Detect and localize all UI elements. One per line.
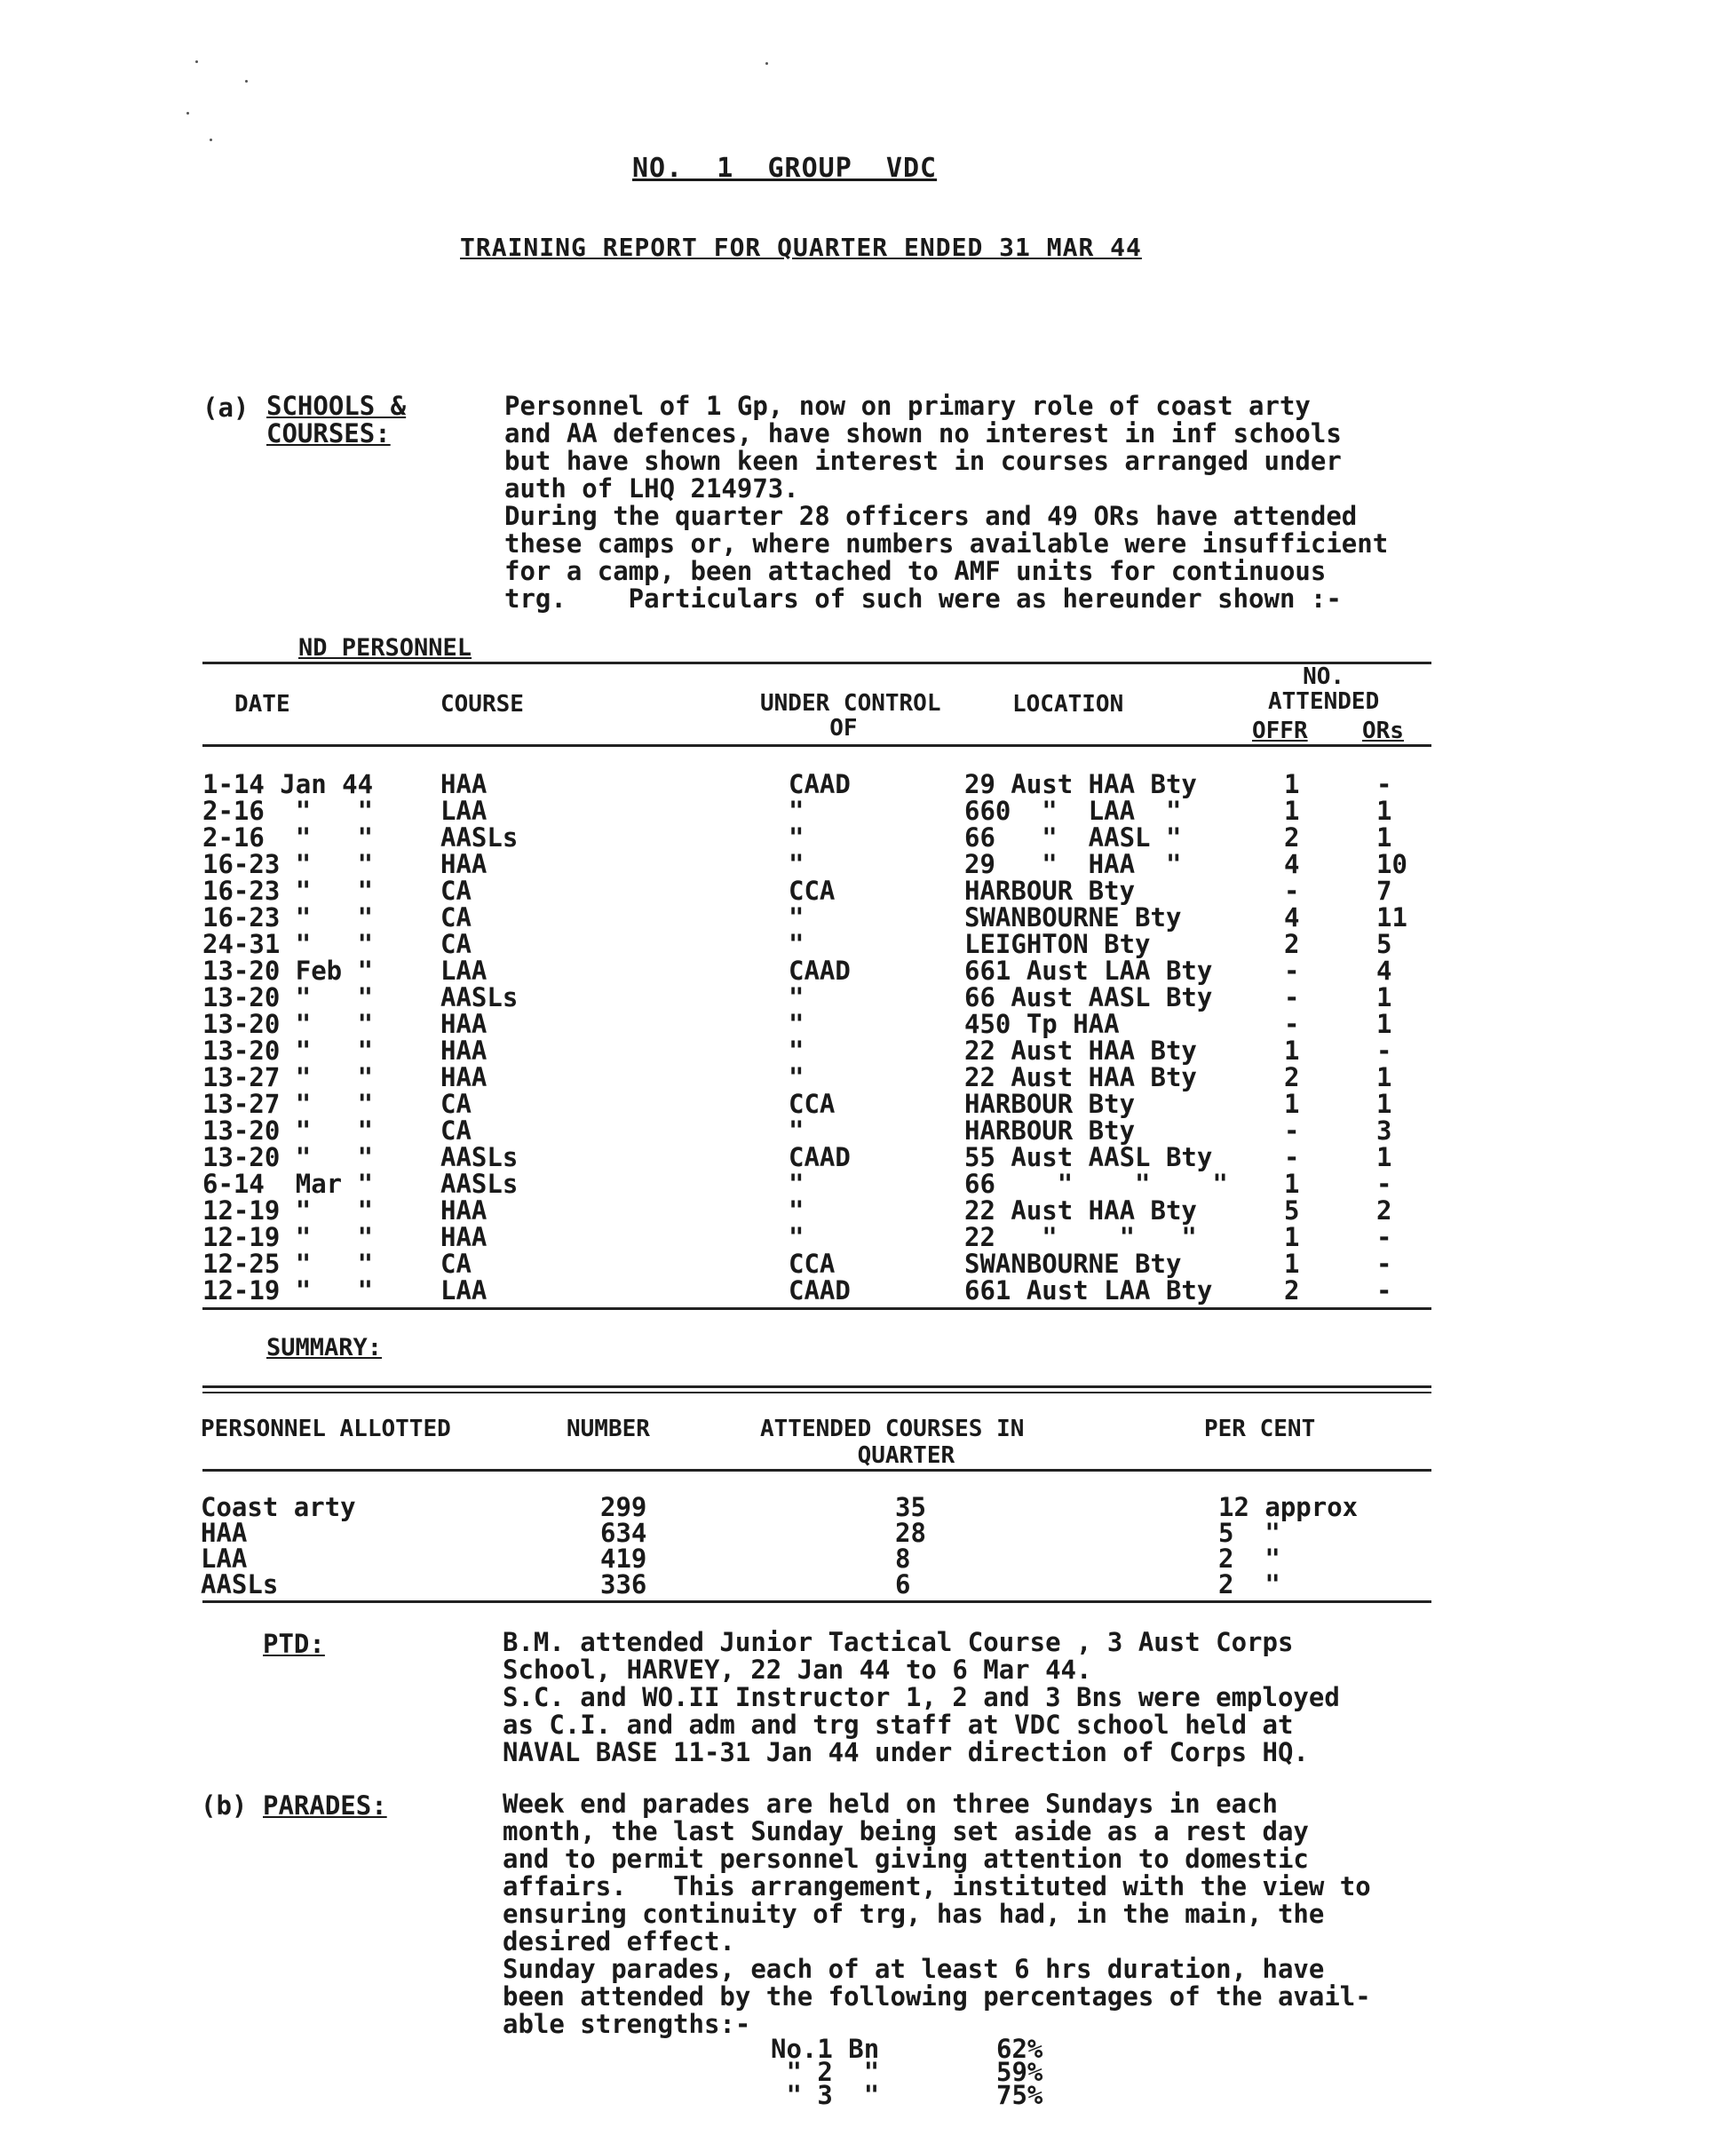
cell-control: " (789, 929, 805, 959)
summary-cell-percent: 12 approx (1218, 1492, 1359, 1522)
section-b-label: PARADES: (263, 1790, 387, 1821)
summary-cell-number: 299 (600, 1492, 647, 1522)
battalion-percent: 59% (996, 2057, 1043, 2087)
cell-date: 12-19 " " (202, 1275, 374, 1306)
cell-offr: - (1284, 1009, 1300, 1039)
cell-control: CAAD (789, 1275, 851, 1306)
cell-course: HAA (440, 1062, 488, 1092)
cell-location: 661 Aust LAA Bty (964, 1275, 1213, 1306)
summary-header-attended: ATTENDED COURSES IN QUARTER (760, 1416, 1025, 1469)
cell-ors: 1 (1376, 1009, 1392, 1039)
cell-ors: 1 (1376, 1089, 1392, 1119)
cell-date: 12-19 " " (202, 1222, 374, 1252)
cell-offr: 4 (1284, 902, 1300, 933)
section-a-label: SCHOOLS & COURSES: (266, 391, 407, 448)
cell-control: CAAD (789, 1142, 851, 1172)
cell-ors: 1 (1376, 1142, 1392, 1172)
table-top-rule (202, 662, 1431, 664)
cell-course: AASLs (440, 982, 519, 1012)
section-b-paragraph: Week end parades are held on three Sundays in each month, the last Sunday being set aside as a rest day and to permit personnel giving attention to domestic affairs. This arrangement, instituted with the view to ensuring continuity of trg, has had, in the main, the desired effect. Sunday parades, each of at least 6 hrs duration, have been attended by the following percentages of the avail- able strengths:- (503, 1789, 1371, 2039)
cell-control: " (789, 796, 805, 826)
cell-control: CCA (789, 876, 836, 906)
nd-personnel-caption: ND PERSONNEL (298, 634, 472, 662)
cell-location: 22 Aust HAA Bty (964, 1195, 1197, 1226)
cell-ors: 5 (1376, 929, 1392, 959)
cell-location: 66 " AASL " (964, 822, 1182, 853)
battalion-name: " 2 " (771, 2057, 880, 2087)
cell-offr: - (1284, 876, 1300, 906)
cell-date: 1-14 Jan 44 (202, 769, 374, 799)
battalion-percent: 62% (996, 2034, 1043, 2064)
cell-offr: 2 (1284, 1275, 1300, 1306)
report-title: TRAINING REPORT FOR QUARTER ENDED 31 MAR 44 (460, 233, 1142, 262)
cell-offr: - (1284, 1115, 1300, 1146)
cell-date: 16-23 " " (202, 902, 374, 933)
cell-date: 6-14 Mar " (202, 1169, 374, 1199)
cell-location: HARBOUR Bty (964, 1089, 1136, 1119)
cell-control: " (789, 902, 805, 933)
section-a-paragraph: Personnel of 1 Gp, now on primary role of coast arty and AA defences, have shown no interest in inf schools but have shown keen interest in courses arranged under auth of LHQ 214973. During the quarter 28 officers and 49 ORs have attended these camps or, where numbers available were insufficient for a camp, been attached to AMF units for continuous trg. Particulars of such were as hereunder shown :- (504, 391, 1389, 614)
summary-cell-attended: 8 (895, 1544, 911, 1574)
scan-speck (195, 60, 198, 63)
summary-top-rule (202, 1385, 1431, 1393)
cell-control: " (789, 849, 805, 879)
cell-ors: 3 (1376, 1115, 1392, 1146)
cell-date: 13-20 " " (202, 982, 374, 1012)
cell-control: " (789, 822, 805, 853)
ptd-paragraph: B.M. attended Junior Tactical Course , 3 Aust Corps School, HARVEY, 22 Jan 44 to 6 Mar 44. S.C. and WO.II Instructor 1, 2 and 3 Bns were employed as C.I. and adm and trg staff at VDC school held at NAVAL BASE 11-31 Jan 44 under direction of Corps HQ. (503, 1627, 1340, 1767)
scan-speck (765, 62, 768, 65)
section-a-prefix: (a) (202, 393, 250, 423)
cell-location: 66 " " " (964, 1169, 1228, 1199)
cell-control: " (789, 1009, 805, 1039)
cell-location: HARBOUR Bty (964, 876, 1136, 906)
cell-course: LAA (440, 956, 488, 986)
cell-course: HAA (440, 1009, 488, 1039)
cell-location: SWANBOURNE Bty (964, 1249, 1182, 1279)
summary-cell-personnel: HAA (201, 1518, 248, 1548)
cell-location: 22 Aust HAA Bty (964, 1036, 1197, 1066)
group-title: NO. 1 GROUP VDC (632, 153, 938, 184)
cell-date: 12-25 " " (202, 1249, 374, 1279)
cell-ors: 1 (1376, 982, 1392, 1012)
cell-course: CA (440, 1089, 472, 1119)
cell-date: 13-20 " " (202, 1115, 374, 1146)
header-date: DATE (234, 691, 290, 718)
cell-date: 2-16 " " (202, 822, 374, 853)
cell-date: 13-20 Feb " (202, 956, 374, 986)
cell-course: HAA (440, 1036, 488, 1066)
cell-course: CA (440, 902, 472, 933)
cell-location: 450 Tp HAA (964, 1009, 1120, 1039)
summary-cell-personnel: LAA (201, 1544, 248, 1574)
cell-date: 13-27 " " (202, 1089, 374, 1119)
cell-location: 29 Aust HAA Bty (964, 769, 1197, 799)
cell-control: CCA (789, 1249, 836, 1279)
cell-course: CA (440, 929, 472, 959)
cell-ors: 11 (1376, 902, 1407, 933)
cell-control: CAAD (789, 769, 851, 799)
summary-cell-percent: 2 " (1218, 1569, 1280, 1599)
summary-cell-percent: 2 " (1218, 1544, 1280, 1574)
cell-offr: 1 (1284, 796, 1300, 826)
cell-offr: 1 (1284, 1169, 1300, 1199)
cell-offr: 1 (1284, 1089, 1300, 1119)
cell-ors: 4 (1376, 956, 1392, 986)
cell-ors: - (1376, 1036, 1392, 1066)
summary-header-personnel: PERSONNEL ALLOTTED (201, 1416, 451, 1442)
ptd-label: PTD: (263, 1629, 325, 1659)
cell-ors: 1 (1376, 796, 1392, 826)
header-ors: ORs (1362, 718, 1404, 744)
cell-date: 24-31 " " (202, 929, 374, 959)
scan-speck (210, 139, 212, 141)
summary-cell-number: 336 (600, 1569, 647, 1599)
cell-offr: 4 (1284, 849, 1300, 879)
cell-location: 29 " HAA " (964, 849, 1182, 879)
cell-ors: 7 (1376, 876, 1392, 906)
cell-ors: 1 (1376, 822, 1392, 853)
header-location: LOCATION (1012, 691, 1124, 718)
table-bottom-rule (202, 1307, 1431, 1310)
summary-bottom-rule (202, 1600, 1431, 1603)
cell-offr: 2 (1284, 822, 1300, 853)
cell-course: HAA (440, 849, 488, 879)
cell-location: SWANBOURNE Bty (964, 902, 1182, 933)
cell-course: HAA (440, 1195, 488, 1226)
cell-location: 22 " " " (964, 1222, 1197, 1252)
cell-date: 12-19 " " (202, 1195, 374, 1226)
cell-control: " (789, 1222, 805, 1252)
cell-control: CAAD (789, 956, 851, 986)
cell-offr: 5 (1284, 1195, 1300, 1226)
cell-control: CCA (789, 1089, 836, 1119)
summary-cell-attended: 35 (895, 1492, 926, 1522)
summary-cell-attended: 6 (895, 1569, 911, 1599)
cell-course: CA (440, 1249, 472, 1279)
table-header-rule (202, 744, 1431, 747)
summary-cell-number: 634 (600, 1518, 647, 1548)
summary-header-number: NUMBER (567, 1416, 650, 1442)
cell-offr: - (1284, 982, 1300, 1012)
cell-course: CA (440, 1115, 472, 1146)
cell-offr: 1 (1284, 769, 1300, 799)
cell-date: 2-16 " " (202, 796, 374, 826)
cell-location: 22 Aust HAA Bty (964, 1062, 1197, 1092)
cell-ors: 2 (1376, 1195, 1392, 1226)
section-b-prefix: (b) (201, 1790, 248, 1821)
cell-offr: 1 (1284, 1222, 1300, 1252)
summary-cell-attended: 28 (895, 1518, 926, 1548)
summary-header-percent: PER CENT (1204, 1416, 1316, 1442)
cell-ors: - (1376, 1249, 1392, 1279)
cell-location: HARBOUR Bty (964, 1115, 1136, 1146)
cell-date: 13-20 " " (202, 1009, 374, 1039)
cell-location: 661 Aust LAA Bty (964, 956, 1213, 986)
battalion-name: No.1 Bn (771, 2034, 880, 2064)
cell-date: 13-20 " " (202, 1036, 374, 1066)
cell-course: AASLs (440, 1169, 519, 1199)
cell-control: " (789, 1036, 805, 1066)
cell-offr: 1 (1284, 1249, 1300, 1279)
cell-offr: - (1284, 956, 1300, 986)
cell-course: AASLs (440, 822, 519, 853)
cell-date: 13-20 " " (202, 1142, 374, 1172)
summary-caption: SUMMARY: (266, 1334, 383, 1361)
battalion-name: " 3 " (771, 2080, 880, 2110)
cell-control: " (789, 982, 805, 1012)
cell-course: HAA (440, 769, 488, 799)
cell-location: 660 " LAA " (964, 796, 1182, 826)
cell-course: AASLs (440, 1142, 519, 1172)
cell-course: HAA (440, 1222, 488, 1252)
cell-control: " (789, 1195, 805, 1226)
cell-date: 16-23 " " (202, 876, 374, 906)
scan-speck (186, 112, 189, 115)
summary-header-rule (202, 1469, 1431, 1472)
summary-cell-number: 419 (600, 1544, 647, 1574)
header-no-attended: NO. ATTENDED (1268, 663, 1380, 715)
cell-ors: 1 (1376, 1062, 1392, 1092)
header-course: COURSE (440, 691, 524, 718)
cell-location: LEIGHTON Bty (964, 929, 1151, 959)
header-under-control: UNDER CONTROL OF (760, 690, 941, 742)
cell-control: " (789, 1062, 805, 1092)
cell-ors: - (1376, 1275, 1392, 1306)
scan-speck (245, 80, 248, 83)
cell-date: 13-27 " " (202, 1062, 374, 1092)
cell-location: 55 Aust AASL Bty (964, 1142, 1213, 1172)
cell-ors: 10 (1376, 849, 1407, 879)
summary-cell-percent: 5 " (1218, 1518, 1280, 1548)
cell-ors: - (1376, 1222, 1392, 1252)
cell-location: 66 Aust AASL Bty (964, 982, 1213, 1012)
cell-ors: - (1376, 1169, 1392, 1199)
cell-offr: 2 (1284, 929, 1300, 959)
cell-course: CA (440, 876, 472, 906)
cell-offr: 1 (1284, 1036, 1300, 1066)
summary-cell-personnel: Coast arty (201, 1492, 356, 1522)
cell-date: 16-23 " " (202, 849, 374, 879)
summary-cell-personnel: AASLs (201, 1569, 279, 1599)
cell-offr: 2 (1284, 1062, 1300, 1092)
header-offr: OFFR (1252, 718, 1308, 744)
cell-course: LAA (440, 1275, 488, 1306)
cell-control: " (789, 1115, 805, 1146)
cell-course: LAA (440, 796, 488, 826)
cell-control: " (789, 1169, 805, 1199)
cell-ors: - (1376, 769, 1392, 799)
battalion-percent: 75% (996, 2080, 1043, 2110)
cell-offr: - (1284, 1142, 1300, 1172)
